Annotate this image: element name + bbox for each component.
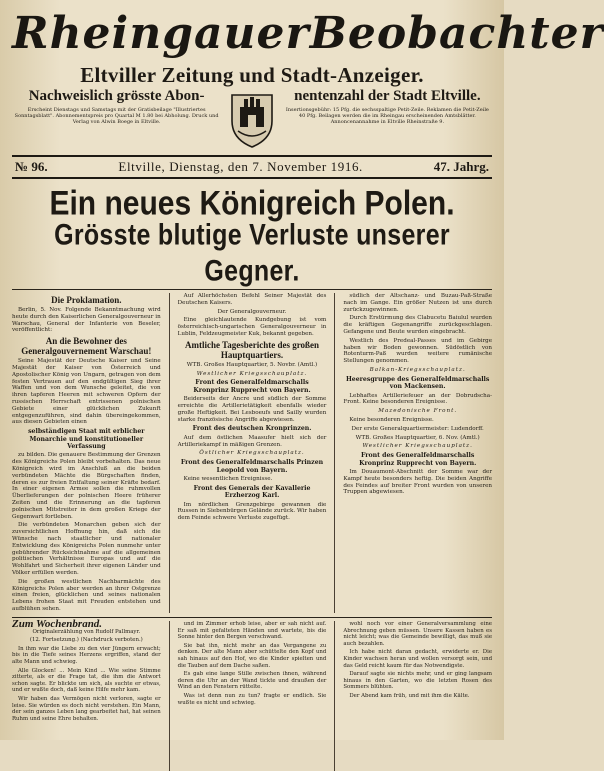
heading-proclamation: Die Proklamation. <box>51 295 122 305</box>
title-left: Rheingauer <box>12 8 310 59</box>
army-heading: Front des Generals der Kavallerie Erzherzog Karl. <box>193 484 311 500</box>
masthead <box>12 6 604 150</box>
paragraph: Alle Glocken! ... Mein Kind ... Wie seine Stimme zitterte, als er die Frage tat, die ihm die Antwort schon sagte. Er blickte um sich, als suchte er etwas, und er wußte doch, daß keine Hilfe mehr kam. <box>12 667 161 694</box>
paragraph: Eine gleichlautende Kundgebung ist vom österreichisch-ungarischen Generalgouverneur in Lublin, Feldzeugmeister Kuk, bekannt gegeben. <box>177 317 327 337</box>
paragraph: Im Douaumont-Abschnitt der Somme war der Kampf heute besonders heftig. Die beiden Angriffe des Feindes auf breiter Front wurden von unseren Truppen abgewiesen. <box>343 468 493 496</box>
subline-right: nentenzahl der Stadt Eltville. <box>294 88 481 104</box>
paragraph: Der Abend kam früh, und mit ihm die Kälte. <box>349 692 470 699</box>
army-heading: Front des Generalfeldmarschalls Kronprinz Rupprecht von Bayern. <box>359 452 477 467</box>
info-left: Erscheint Dienstags und Samstags mit der Gratisbeilage "Illustriertes Sonntagsblatt". Abonnementspreis pro Quartal M 1.80 bei Abholung. Druck und Verlag von Alwin Boege in Eltville. <box>14 107 219 126</box>
feuilleton-title: Zum Wochenbrand. <box>12 618 103 630</box>
paragraph: zu bilden. Die genauere Bestimmung der Grenzen des Königreichs Polen bleibt vorbehalten. Das neue Königreich wird im Anschluß an die beiden verbündeten Mächte die Bürgschaften finden, deren es zur freien Entfaltung seiner Kräfte bedarf. In einer eigenen Armee sollen die ruhmvollen Überlieferungen der polnischen Heere früherer Zeiten und die Erinnerung an die tapferen polnischen Mitstreiter in dem großen Kriege der Gegenwart fortleben. <box>12 452 161 520</box>
paragraph: Was ist denn nun zu tun? fragte er endlich. Sie wußte es nicht und schwieg. <box>177 692 327 706</box>
issue-number: № 96. <box>15 159 48 174</box>
front-heading: Balkan-Kriegsschauplatz. <box>369 366 466 373</box>
subheading-state: selbständigen Staat mit erblicher Monarchie und konstitutioneller Verfassung <box>28 428 145 450</box>
masthead-subline-row <box>12 88 492 150</box>
paragraph: Beiderseits der Ancre und südlich der Somme erreichte die Artillerietätigkeit ebenfalls wieder große Heftigkeit. Bei Lesboeufs und Sailly wurden starke französische Angriffe abgewiesen. <box>177 396 327 423</box>
heading-reports: Amtliche Tagesberichte des großen Hauptquartiers. <box>184 339 320 360</box>
paragraph: Darauf sagte sie nichts mehr, und er ging langsam hinaus in den Garten, wo die letzten Rosen des Sommers blühten. <box>343 671 493 691</box>
feuilleton-continuation: (12. Fortsetzung.) (Nachdruck verboten.) <box>29 637 143 644</box>
headline-secondary: Grösste blutige Verluste unserer Gegner. <box>54 218 450 288</box>
paragraph: Sie bat ihn, nicht mehr an das Vergangene zu denken. Der alte Mann aber schüttelte den Kopf und sah hinaus auf den Hof, wo die Kinder spielten und die Tauben auf dem Dache saßen. <box>177 642 327 669</box>
column-3 <box>343 293 492 613</box>
feuilleton-section <box>12 617 492 771</box>
army-heading: Front des Generalfeldmarschalls Prinzen Leopold von Bayern. <box>180 459 324 474</box>
paragraph: Lebhaftes Artilleriefeuer an der Dobrudscha-Front. Keine besonderen Ereignisse. <box>343 392 493 406</box>
column-rule <box>334 621 335 771</box>
title-right: Beobachter <box>309 8 604 59</box>
paragraph: Keine besonderen Ereignisse. <box>349 416 434 423</box>
paragraph: Ich habe nicht daran gedacht, erwiderte er. Die Kinder wachsen heran und wollen versorgt sein, und das Geld reicht kaum für das Notwendigste. <box>343 649 493 669</box>
divider <box>12 289 492 290</box>
column-rule <box>169 621 170 771</box>
paragraph: Berlin, 5. Nov. Folgende Bekanntmachung wird heute durch den Kaiserlichen Generalgouverneur in Warschau, General der Infanterie von Beseler, veröffentlicht: <box>12 307 161 334</box>
front-heading: Westlicher Kriegsschauplatz. <box>362 443 473 450</box>
feuilleton-author: Originalerzählung von Rudolf Pallmayr. <box>32 628 141 635</box>
signature: Der Generalgouverneur. <box>217 308 287 315</box>
column-2 <box>178 293 327 613</box>
paragraph: Auf dem östlichen Maasufer hielt sich der Artilleriekampf in mäßigen Grenzen. <box>177 434 327 448</box>
info-right: Insertionsgebühr: 15 Pfg. die sechsspaltige Petit-Zeile. Reklamen die Petit-Zeile 40 Pfg. Beilagen werden die im Rheingau erscheinenden Amtsblätter. Annoncenannahme in Eltville Rheinstraße 9. <box>285 107 489 126</box>
feuilleton-column-3 <box>343 621 492 771</box>
feuilleton-column-2 <box>178 621 327 771</box>
column-rule <box>334 293 335 613</box>
paragraph: Seine Majestät der Deutsche Kaiser und Seine Majestät der Kaiser von Österreich und Apostolischer König von Ungarn, getragen von dem festen Vertrauen auf den endgültigen Sieg ihrer Waffen und von dem Wunsche geleitet, die von ihren tapferen Heeren mit schweren Opfern der russischen Herrschaft entrissenen polnischen Gebiete einer glücklichen Zukunft entgegenzuführen, sind dahin übereingekommen, aus diesen Gebieten einen <box>12 358 161 426</box>
headline-main: Ein neues Königreich Polen. <box>49 184 455 223</box>
column-rule <box>169 293 170 613</box>
article-columns <box>12 293 492 613</box>
paragraph: Es gab eine lange Stille zwischen ihnen, während deren die Uhr an der Wand tickte und draußen der Wind an den Fenstern rüttelte. <box>177 671 327 691</box>
masthead-subtitle: Eltviller Zeitung und Stadt-Anzeiger. <box>80 63 424 87</box>
dateline: WTB. Großes Hauptquartier, 5. Novbr. (Amtl.) <box>186 361 318 368</box>
paragraph: Wir haben das Vermögen nicht verloren, sagte er leise. Sie würden es doch nicht verstehen. Ein Mann, der sein ganzes Leben lang gearbeitet hat, hat seinen Ruhm und seine Ehre behalten. <box>12 695 161 722</box>
feuilleton-column-1 <box>12 618 161 771</box>
paragraph: Die großen westlichen Nachbarmächte des Königreichs Polen aber werden an ihrer Ostgrenze einen freien, glücklichen und seines nationalen Lebens frohen Staat mit Freuden entstehen und aufblühen sehen. <box>12 578 161 612</box>
subline-left: Nachweislich grösste Abon- <box>28 88 205 104</box>
date-bar <box>12 155 492 179</box>
volume-year: 47. Jahrg. <box>433 159 489 174</box>
place-date: Eltville, Dienstag, den 7. November 1916. <box>118 159 363 174</box>
army-heading: Front des deutschen Kronprinzen. <box>192 425 312 433</box>
front-heading: Westlicher Kriegsschauplatz. <box>196 370 308 377</box>
column-1 <box>12 293 161 613</box>
paragraph: Durch Erstürmung des Clabucetu Baiulul wurden die kräftigen Gegenangriffe zurückgeschlagen. Gefangene und Beute wurden eingebracht. <box>343 315 493 335</box>
paragraph: In ihm war die Liebe zu den vier Jüngern erwacht; bis in die Tiefe seines Herzens ergriffen, stand der alte Mann und schwieg. <box>12 645 161 665</box>
paragraph: und im Zimmer erhob leise, aber er sah nicht auf. Er saß mit gefalteten Händen und wartete, bis die Sonne hinter den Bergen verschwand. <box>177 621 327 641</box>
masthead-title <box>12 6 604 62</box>
town-crest-icon <box>227 88 277 150</box>
paragraph: Im nördlichen Grenzgebirge gewannen die Russen in Siebenbürgen Gelände zurück. Wir haben dem Feinde schwere Verluste zugefügt. <box>177 501 327 522</box>
paragraph: Keine wesentlichen Ereignisse. <box>183 475 273 482</box>
paragraph: Westlich des Predeal-Passes und im Gebirge haben wir Boden gewonnen. Südöstlich von Rotenturm-Paß wurden weitere rumänische Stellungen genommen. <box>343 337 493 365</box>
army-heading: Heeresgruppe des Generalfeldmarschalls von Mackensen. <box>345 375 490 391</box>
paragraph: südlich der Altschanz- und Buzau-Paß-Straße nach im Gange. Ein größer Nutzen ist uns durch zurückzugewinnen. <box>343 293 493 313</box>
heading-appeal: An die Bewohner des Generalgouvernement Warschau! <box>21 336 152 357</box>
front-heading: Östlicher Kriegsschauplatz. <box>199 450 305 457</box>
front-heading: Mazedonische Front. <box>378 408 458 415</box>
signature: Der erste Generalquartiermeister: Ludendorff. <box>351 425 484 432</box>
army-heading: Front des Generalfeldmarschalls Kronprinz Rupprecht von Bayern. <box>193 379 311 394</box>
paragraph: Auf Allerhöchsten Befehl Seiner Majestät des Deutschen Kaisers. <box>177 293 327 306</box>
paragraph: wohl noch vor einer Generalversammlung eine Abrechnung geben müssen. Unsere Kassen haben es nicht leicht; was die Gemeinde bewilligt, das muß sie auch bezahlen. <box>343 621 493 647</box>
paragraph: Die verbündeten Monarchen geben sich der zuversichtlichen Hoffnung hin, daß sich die Wünsche nach staatlicher und nationaler Entwicklung des Königreichs Polen nunmehr unter gebührender Rücksichtnahme auf die allgemeinen politischen Verhältnisse Europas und auf die Wohlfahrt und Sicherheit ihrer eigenen Länder und Völker erfüllen werden. <box>12 522 161 576</box>
dateline: WTB. Großes Hauptquartier, 6. Nov. (Amtl.) <box>355 434 480 441</box>
